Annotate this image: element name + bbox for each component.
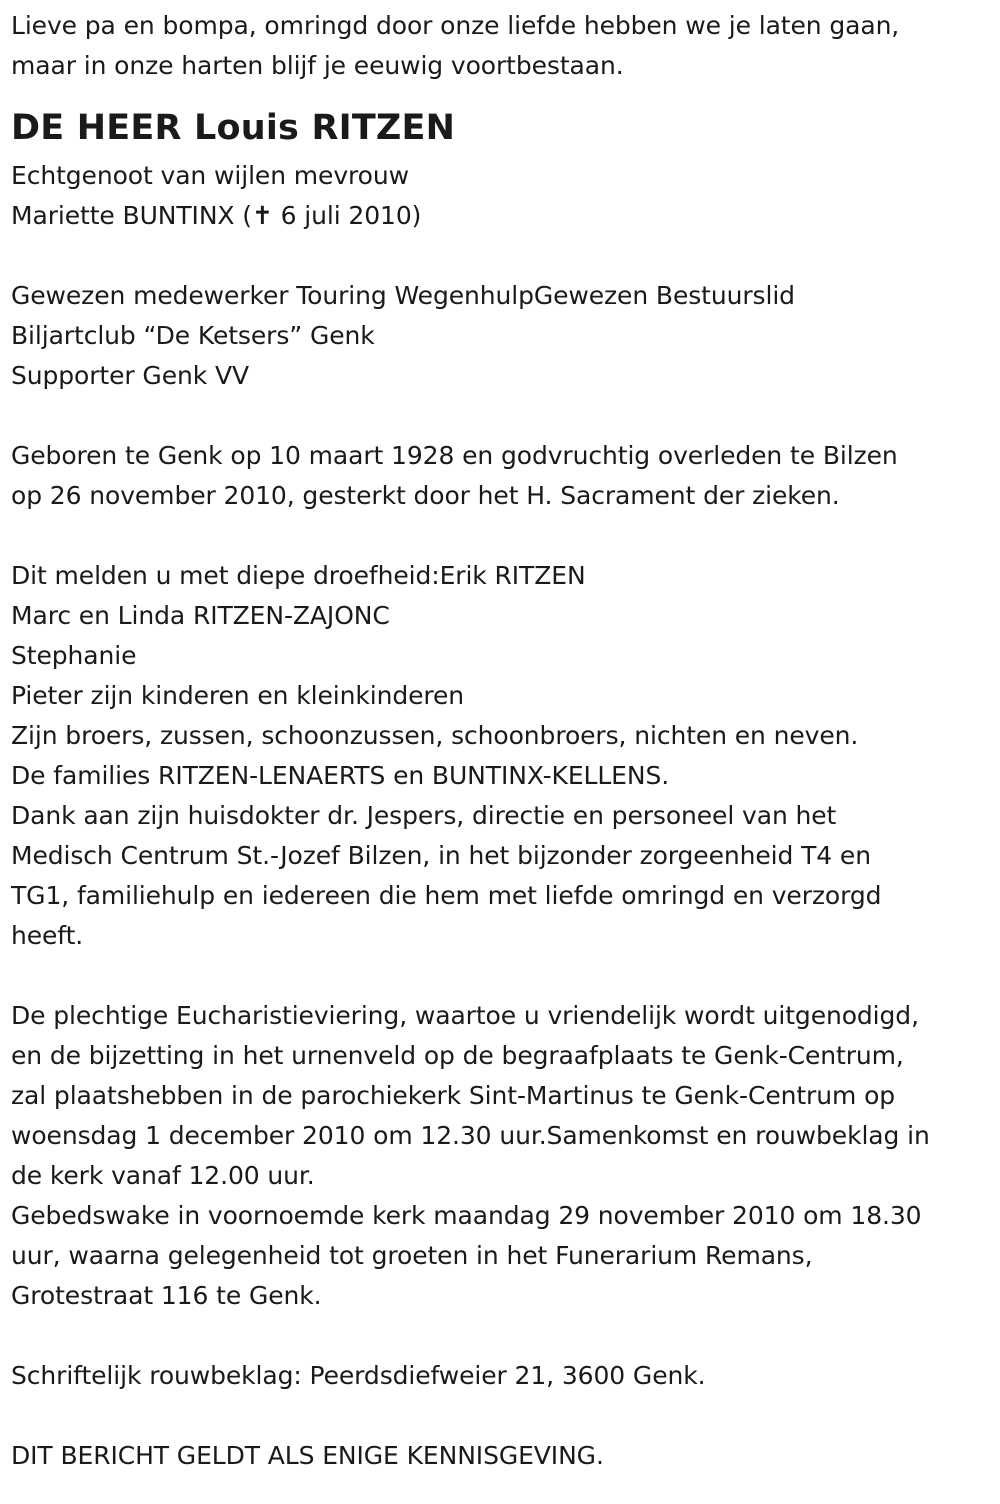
notice-block (11, 1436, 991, 1476)
family-block (11, 556, 991, 956)
thanks-line: Dank aan zijn huisdokter dr. Jespers, directie en personeel van het (11, 801, 837, 830)
spouse-block (11, 156, 991, 236)
spacer (11, 1316, 991, 1356)
spacer (11, 1396, 991, 1436)
ceremony-line: woensdag 1 december 2010 om 12.30 uur.Samenkomst en rouwbeklag in (11, 1121, 930, 1150)
ceremony-line: De plechtige Eucharistieviering, waartoe u vriendelijk wordt uitgenodigd, (11, 1001, 919, 1030)
family-line: Zijn broers, zussen, schoonzussen, schoonbroers, nichten en neven. (11, 721, 859, 750)
ceremony-line: de kerk vanaf 12.00 uur. (11, 1161, 315, 1190)
family-line: Marc en Linda RITZEN-ZAJONC (11, 601, 390, 630)
condolence-block (11, 1356, 991, 1396)
intro-verse (11, 6, 991, 86)
vigil-line: Grotestraat 116 te Genk. (11, 1281, 322, 1310)
thanks-line: heeft. (11, 921, 84, 950)
roles-block (11, 276, 991, 396)
role-line: Biljartclub “De Ketsers” Genk (11, 321, 375, 350)
role-line: Supporter Genk VV (11, 361, 249, 390)
ceremony-block (11, 996, 991, 1316)
thanks-line: TG1, familiehulp en iedereen die hem met liefde omringd en verzorgd (11, 881, 882, 910)
vigil-line: uur, waarna gelegenheid tot groeten in het Funerarium Remans, (11, 1241, 813, 1270)
intro-line: maar in onze harten blijf je eeuwig voortbestaan. (11, 51, 624, 80)
birth-death-block (11, 436, 991, 516)
family-line: Pieter zijn kinderen en kleinkinderen (11, 681, 465, 710)
family-line: Dit melden u met diepe droefheid:Erik RITZEN (11, 561, 586, 590)
spacer (11, 236, 991, 276)
ceremony-line: en de bijzetting in het urnenveld op de begraafplaats te Genk-Centrum, (11, 1041, 904, 1070)
ceremony-line: zal plaatshebben in de parochiekerk Sint-Martinus te Genk-Centrum op (11, 1081, 896, 1110)
family-line: De families RITZEN-LENAERTS en BUNTINX-KELLENS. (11, 761, 670, 790)
deceased-name: DE HEER Louis RITZEN (11, 108, 456, 148)
spouse-line: Echtgenoot van wijlen mevrouw (11, 161, 409, 190)
spacer (11, 956, 991, 996)
role-line: Gewezen medewerker Touring WegenhulpGewezen Bestuurslid (11, 281, 795, 310)
spacer (11, 516, 991, 556)
vigil-line: Gebedswake in voornoemde kerk maandag 29 november 2010 om 18.30 (11, 1201, 922, 1230)
birth-death-line: op 26 november 2010, gesterkt door het H. Sacrament der zieken. (11, 481, 840, 510)
condolence-address: Schriftelijk rouwbeklag: Peerdsdiefweier 21, 3600 Genk. (11, 1361, 706, 1390)
sole-notice-line: DIT BERICHT GELDT ALS ENIGE KENNISGEVING. (11, 1441, 604, 1470)
birth-death-line: Geboren te Genk op 10 maart 1928 en godvruchtig overleden te Bilzen (11, 441, 898, 470)
spouse-line: Mariette BUNTINX (✝ 6 juli 2010) (11, 201, 422, 230)
spacer (11, 396, 991, 436)
thanks-line: Medisch Centrum St.-Jozef Bilzen, in het bijzonder zorgeenheid T4 en (11, 841, 871, 870)
intro-line: Lieve pa en bompa, omringd door onze liefde hebben we je laten gaan, (11, 11, 900, 40)
obituary-notice (11, 0, 991, 1476)
family-line: Stephanie (11, 641, 137, 670)
